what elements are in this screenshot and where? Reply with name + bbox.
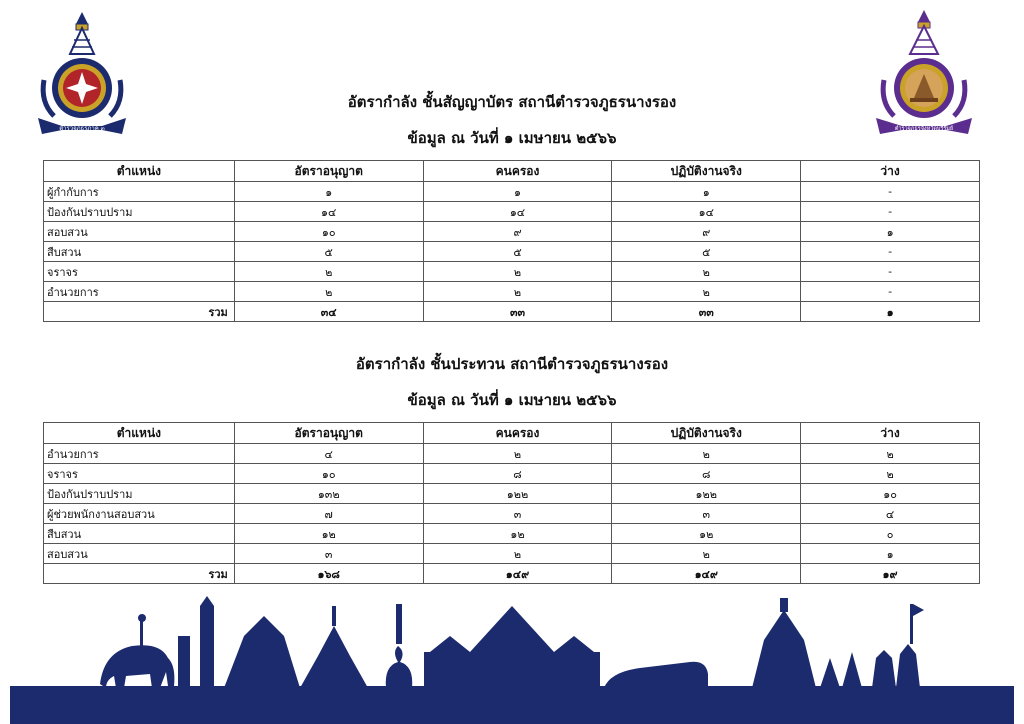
- total-vacant: ๑: [801, 302, 980, 322]
- cell-occupied: ๑๒๒: [423, 484, 612, 504]
- total-label: รวม: [44, 302, 235, 322]
- table-row: [44, 464, 980, 484]
- cell-actual: ๑: [612, 182, 801, 202]
- cell-authorized: ๑: [234, 182, 423, 202]
- cell-authorized: ๑๓๒: [234, 484, 423, 504]
- cell-actual: ๕: [612, 242, 801, 262]
- cell-actual: ๒: [612, 282, 801, 302]
- total-authorized: ๓๔: [234, 302, 423, 322]
- cell-occupied: ๑๒: [423, 524, 612, 544]
- table-row: [44, 282, 980, 302]
- cell-occupied: ๒: [423, 282, 612, 302]
- section2-title: อัตรากำลัง ชั้นประทวน สถานีตำรวจภูธรนางรอง: [355, 355, 669, 373]
- cell-actual: ๒: [612, 262, 801, 282]
- cell-authorized: ๕: [234, 242, 423, 262]
- svg-text:ตำรวจภูธรจังหวัดบุรีรัมย์: ตำรวจภูธรจังหวัดบุรีรัมย์: [894, 126, 954, 132]
- cell-authorized: ๒: [234, 262, 423, 282]
- column-header-occupied: คนครอง: [423, 423, 612, 444]
- cell-position: ป้องกันปราบปราม: [44, 202, 235, 222]
- cell-vacant: ๒: [801, 464, 980, 484]
- cell-position: อำนวยการ: [44, 444, 235, 464]
- cell-authorized: ๑๒: [234, 524, 423, 544]
- police-region-emblem-icon: [32, 10, 132, 140]
- table-row: [44, 182, 980, 202]
- cell-vacant: -: [801, 282, 980, 302]
- svg-text:ตำรวจภูธรภาค ๓: ตำรวจภูธรภาค ๓: [59, 125, 105, 132]
- provincial-police-emblem-icon: [870, 8, 978, 140]
- cell-occupied: ๒: [423, 444, 612, 464]
- cell-position: สอบสวน: [44, 222, 235, 242]
- column-header-position: ตำแหน่ง: [44, 161, 235, 182]
- total-actual: ๓๓: [612, 302, 801, 322]
- column-header-position: ตำแหน่ง: [44, 423, 235, 444]
- table-row: [44, 202, 980, 222]
- column-header-vacant: ว่าง: [801, 423, 980, 444]
- column-header-occupied: คนครอง: [423, 161, 612, 182]
- cell-vacant: -: [801, 182, 980, 202]
- cell-occupied: ๙: [423, 222, 612, 242]
- cell-position: สืบสวน: [44, 242, 235, 262]
- total-row: [44, 564, 980, 584]
- section2-subtitle: ข้อมูล ณ วันที่ ๑ เมษายน ๒๕๖๖: [407, 391, 617, 409]
- cell-actual: ๑๒: [612, 524, 801, 544]
- table-row: [44, 262, 980, 282]
- cell-authorized: ๒: [234, 282, 423, 302]
- table-row: [44, 544, 980, 564]
- cell-actual: ๒: [612, 444, 801, 464]
- cell-vacant: ๒: [801, 444, 980, 464]
- table-row: [44, 484, 980, 504]
- cell-vacant: ๔: [801, 504, 980, 524]
- cell-occupied: ๕: [423, 242, 612, 262]
- cell-vacant: ๑: [801, 544, 980, 564]
- cell-occupied: ๓: [423, 504, 612, 524]
- table-row: [44, 242, 980, 262]
- cell-position: ผู้กำกับการ: [44, 182, 235, 202]
- column-header-authorized: อัตราอนุญาต: [234, 161, 423, 182]
- cell-position: จราจร: [44, 262, 235, 282]
- table-header-row: [44, 161, 980, 182]
- column-header-vacant: ว่าง: [801, 161, 980, 182]
- cell-position: ป้องกันปราบปราม: [44, 484, 235, 504]
- column-header-actual: ปฏิบัติงานจริง: [612, 423, 801, 444]
- cell-actual: ๓: [612, 504, 801, 524]
- cell-occupied: ๘: [423, 464, 612, 484]
- cell-occupied: ๑๔: [423, 202, 612, 222]
- section1-subtitle: ข้อมูล ณ วันที่ ๑ เมษายน ๒๕๖๖: [407, 129, 617, 147]
- non-commissioned-officers-table: [43, 422, 980, 584]
- cell-vacant: -: [801, 262, 980, 282]
- total-occupied: ๑๔๙: [423, 564, 612, 584]
- cell-authorized: ๑๐: [234, 222, 423, 242]
- total-vacant: ๑๙: [801, 564, 980, 584]
- column-header-authorized: อัตราอนุญาต: [234, 423, 423, 444]
- cell-authorized: ๗: [234, 504, 423, 524]
- cell-actual: ๙: [612, 222, 801, 242]
- cell-actual: ๒: [612, 544, 801, 564]
- cell-occupied: ๒: [423, 544, 612, 564]
- cell-position: ผู้ช่วยพนักงานสอบสวน: [44, 504, 235, 524]
- cell-vacant: -: [801, 242, 980, 262]
- cell-position: อำนวยการ: [44, 282, 235, 302]
- cell-position: สอบสวน: [44, 544, 235, 564]
- cell-authorized: ๑๐: [234, 464, 423, 484]
- table-row: [44, 444, 980, 464]
- thai-landmarks-skyline-icon: [0, 596, 1024, 724]
- cell-position: สืบสวน: [44, 524, 235, 544]
- section1-title: อัตรากำลัง ชั้นสัญญาบัตร สถานีตำรวจภูธรนางรอง: [347, 93, 677, 111]
- table-row: [44, 222, 980, 242]
- commissioned-officers-table: [43, 160, 980, 322]
- table-row: [44, 524, 980, 544]
- total-label: รวม: [44, 564, 235, 584]
- cell-occupied: ๑: [423, 182, 612, 202]
- cell-authorized: ๓: [234, 544, 423, 564]
- total-row: [44, 302, 980, 322]
- cell-actual: ๑๒๒: [612, 484, 801, 504]
- cell-vacant: ๑๐: [801, 484, 980, 504]
- total-actual: ๑๔๙: [612, 564, 801, 584]
- table-row: [44, 504, 980, 524]
- cell-authorized: ๑๔: [234, 202, 423, 222]
- column-header-actual: ปฏิบัติงานจริง: [612, 161, 801, 182]
- cell-actual: ๘: [612, 464, 801, 484]
- table-header-row: [44, 423, 980, 444]
- cell-occupied: ๒: [423, 262, 612, 282]
- cell-actual: ๑๔: [612, 202, 801, 222]
- cell-vacant: ๐: [801, 524, 980, 544]
- total-authorized: ๑๖๘: [234, 564, 423, 584]
- cell-vacant: -: [801, 202, 980, 222]
- total-occupied: ๓๓: [423, 302, 612, 322]
- cell-authorized: ๔: [234, 444, 423, 464]
- cell-position: จราจร: [44, 464, 235, 484]
- cell-vacant: ๑: [801, 222, 980, 242]
